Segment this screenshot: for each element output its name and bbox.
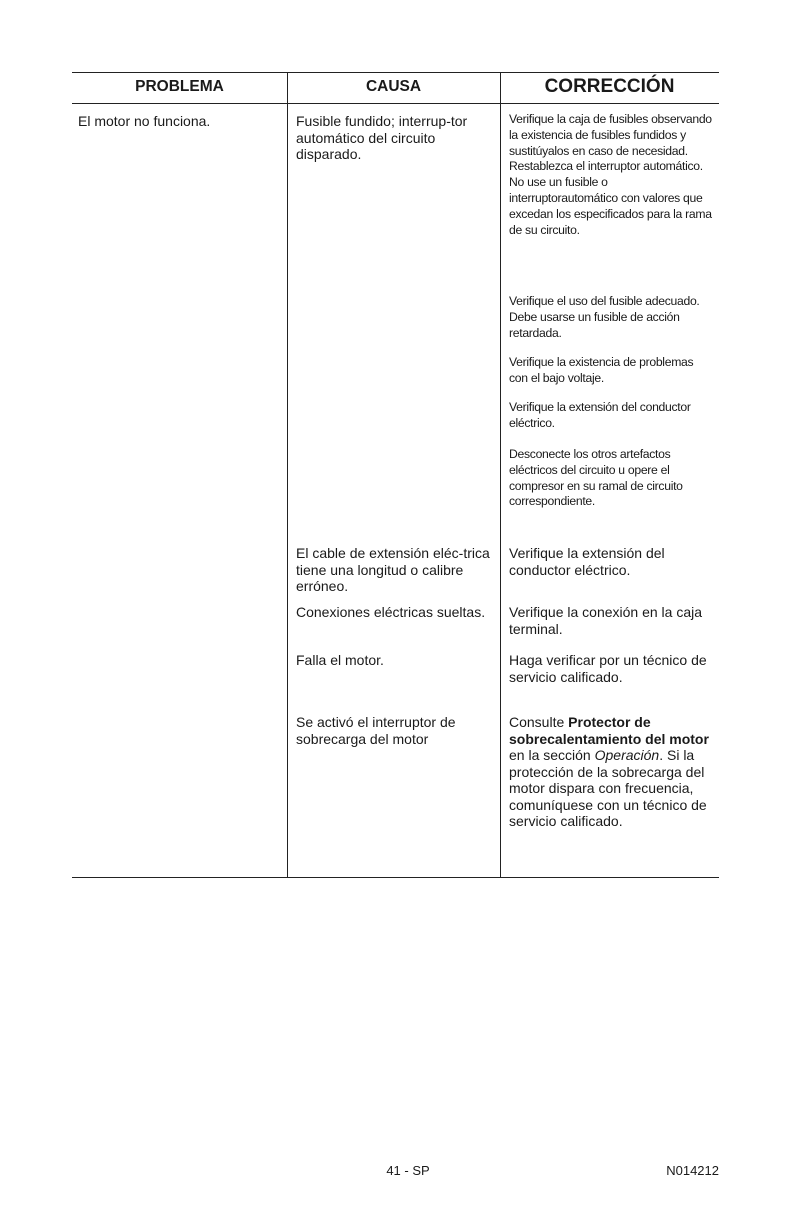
cause-2: El cable de extensión eléc-trica tiene una longitud o calibre erróneo. bbox=[296, 545, 490, 594]
correction-9-mid: en la sección bbox=[509, 747, 595, 763]
table-top-rule bbox=[72, 72, 719, 73]
correction-9 bbox=[509, 714, 709, 830]
column-divider bbox=[500, 72, 501, 877]
correction-4: Verifique la extensión del conductor eléctrico. bbox=[509, 400, 691, 430]
page-number: 41 - SP bbox=[386, 1163, 430, 1178]
document-code: N014212 bbox=[666, 1163, 719, 1178]
correction-9-bold: Protector de sobrecalentamiento del motor bbox=[509, 714, 709, 747]
header-bottom-rule bbox=[72, 103, 719, 104]
correction-7: Verifique la conexión en la caja terminal. bbox=[509, 604, 703, 637]
correction-2: Verifique el uso del fusible adecuado. Debe usarse un fusible de acción retardada. bbox=[509, 294, 700, 340]
column-divider bbox=[287, 72, 288, 877]
correction-9-lead: Consulte bbox=[509, 714, 569, 730]
correction-1: Verifique la caja de fusibles observando la existencia de fusibles fundidos y sustitúyalos en caso de necesidad. Restablezca el interruptor automático. No use un fusible o interruptorautomático con valores que excedan los especificados para la rama de su circuito. bbox=[509, 112, 712, 237]
header-causa: CAUSA bbox=[365, 78, 422, 95]
cause-5: Se activó el interruptor de sobrecarga del motor bbox=[296, 714, 456, 747]
correction-9-tail: . Si la protección de la sobrecarga del motor dispara con frecuencia, comuníquese con un técnico de servicio calificado. bbox=[509, 747, 707, 829]
cause-3: Conexiones eléctricas sueltas. bbox=[296, 604, 486, 620]
correction-9-italic: Operación bbox=[594, 747, 660, 763]
correction-5: Desconecte los otros artefactos eléctricos del circuito u opere el compresor en su ramal de circuito correspondiente. bbox=[509, 447, 683, 509]
header-correccion: CORRECCIÓN bbox=[544, 76, 675, 97]
correction-8: Haga verificar por un técnico de servicio calificado. bbox=[509, 652, 707, 685]
table-bottom-rule bbox=[72, 877, 719, 878]
correction-6: Verifique la extensión del conductor eléctrico. bbox=[509, 545, 665, 578]
problem-text: El motor no funciona. bbox=[78, 113, 211, 129]
correction-3: Verifique la existencia de problemas con el bajo voltaje. bbox=[509, 355, 694, 385]
cause-4: Falla el motor. bbox=[296, 652, 384, 668]
cause-1: Fusible fundido; interrup-tor automático del circuito disparado. bbox=[296, 113, 468, 162]
header-problema: PROBLEMA bbox=[135, 78, 224, 95]
